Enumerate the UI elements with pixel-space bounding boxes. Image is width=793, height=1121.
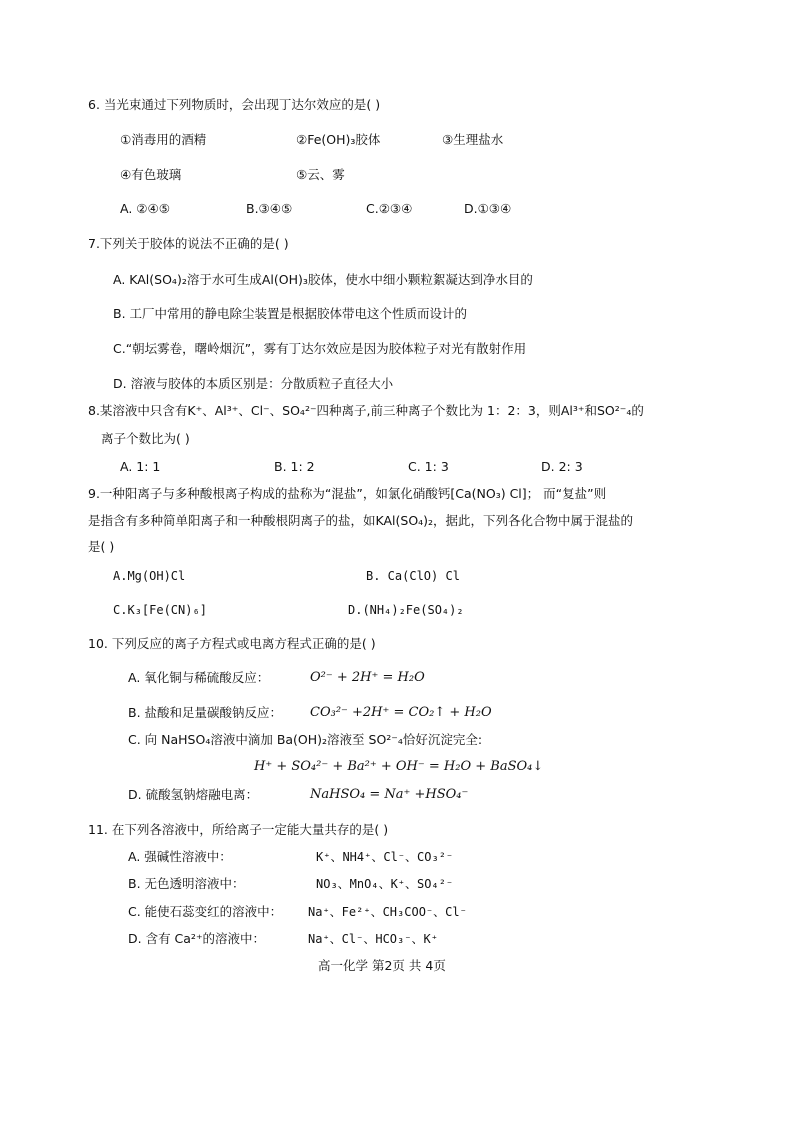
q7-stem: 7.下列关于胶体的说法不正确的是( ) xyxy=(88,236,289,251)
q11-option-a-label: A. 强碱性溶液中： xyxy=(128,849,232,864)
q8-option-d: D. 2: 3 xyxy=(541,459,583,474)
q11-option-c-label: C. 能使石蕊变红的溶液中： xyxy=(128,904,283,919)
q8-option-b: B. 1: 2 xyxy=(274,459,315,474)
q8-option-a: A. 1: 1 xyxy=(120,459,161,474)
q8-stem: 8.某溶液中只含有K⁺、Al³⁺、Cl⁻、SO₄²⁻四种离子,前三种离子个数比为 1：2：3，则Al³⁺和SO²⁻₄的 xyxy=(88,403,644,418)
q6-option-c: C.②③④ xyxy=(366,201,413,216)
q11-option-d-ions: Na⁺、Cl⁻、HCO₃⁻、K⁺ xyxy=(308,932,438,946)
q8-stem-line2: 离子个数比为( ) xyxy=(101,431,190,446)
q6-item-4: ④有色玻璃 xyxy=(120,167,182,182)
q7-option-d: D. 溶液与胶体的本质区别是：分散质粒子直径大小 xyxy=(113,376,394,391)
q9-stem-line2: 是指含有多种简单阳离子和一种酸根阴离子的盐，如KAl(SO₄)₂，据此，下列各化合物中属于混盐的 xyxy=(88,513,634,528)
q10-option-b-equation: CO₃²⁻ +2H⁺ = CO₂↑ + H₂O xyxy=(310,705,492,720)
q11-option-b-label: B. 无色透明溶液中： xyxy=(128,876,245,891)
q7-option-a: A. KAl(SO₄)₂溶于水可生成Al(OH)₃胶体，使水中细小颗粒絮凝达到净水目的 xyxy=(113,272,533,287)
q10-option-b-label: B. 盐酸和足量碳酸钠反应： xyxy=(128,705,283,720)
q10-option-a-equation: O²⁻ + 2H⁺ = H₂O xyxy=(310,670,425,685)
page-footer: 高一化学 第2页 共 4页 xyxy=(318,958,446,973)
q9-option-b: B. Ca(ClO) Cl xyxy=(366,569,460,583)
q7-option-b: B. 工厂中常用的静电除尘装置是根据胶体带电这个性质而设计的 xyxy=(113,306,468,321)
q9-stem-line3: 是( ) xyxy=(88,539,115,554)
q9-stem: 9.一种阳离子与多种酸根离子构成的盐称为“混盐”，如氯化硝酸钙[Ca(NO₃) Cl]； 而“复盐”则 xyxy=(88,486,607,501)
q11-option-d-label: D. 含有 Ca²⁺的溶液中： xyxy=(128,931,266,946)
q9-option-d: D.(NH₄)₂Fe(SO₄)₂ xyxy=(348,603,464,617)
q6-item-5: ⑤云、雾 xyxy=(296,167,345,182)
q7-option-c: C.“朝坛雾卷，曙岭烟沉”，雾有丁达尔效应是因为胶体粒子对光有散射作用 xyxy=(113,341,527,356)
q10-option-c-label: C. 向 NaHSO₄溶液中滴加 Ba(OH)₂溶液至 SO²⁻₄恰好沉淀完全: xyxy=(128,732,483,747)
q6-item-1: ①消毒用的酒精 xyxy=(120,132,207,147)
q9-option-c: C.K₃[Fe(CN)₆] xyxy=(113,603,207,617)
q6-item-3: ③生理盐水 xyxy=(442,132,504,147)
q8-option-c: C. 1: 3 xyxy=(408,459,449,474)
q6-item-2: ②Fe(OH)₃胶体 xyxy=(296,132,381,147)
q6-stem: 6. 当光束通过下列物质时，会出现丁达尔效应的是( ) xyxy=(88,97,381,112)
q11-option-b-ions: NO₃、MnO₄、K⁺、SO₄²⁻ xyxy=(316,877,454,891)
q11-option-c-ions: Na⁺、Fe²⁺、CH₃COO⁻、Cl⁻ xyxy=(308,905,467,919)
q10-option-a-label: A. 氧化铜与稀硫酸反应： xyxy=(128,670,270,685)
q6-option-b: B.③④⑤ xyxy=(246,201,293,216)
q10-option-d-label: D. 硫酸氢钠熔融电离： xyxy=(128,787,259,802)
q10-option-d-equation: NaHSO₄ = Na⁺ +HSO₄⁻ xyxy=(310,787,469,802)
q10-option-c-equation: H⁺ + SO₄²⁻ + Ba²⁺ + OH⁻ = H₂O + BaSO₄↓ xyxy=(254,759,544,774)
q11-stem: 11. 在下列各溶液中，所给离子一定能大量共存的是( ) xyxy=(88,822,389,837)
q6-option-a: A. ②④⑤ xyxy=(120,201,170,216)
q10-stem: 10. 下列反应的离子方程式或电离方程式正确的是( ) xyxy=(88,636,376,651)
q6-option-d: D.①③④ xyxy=(464,201,512,216)
q9-option-a: A.Mg(OH)Cl xyxy=(113,569,186,583)
q11-option-a-ions: K⁺、NH4⁺、Cl⁻、CO₃²⁻ xyxy=(316,850,454,864)
